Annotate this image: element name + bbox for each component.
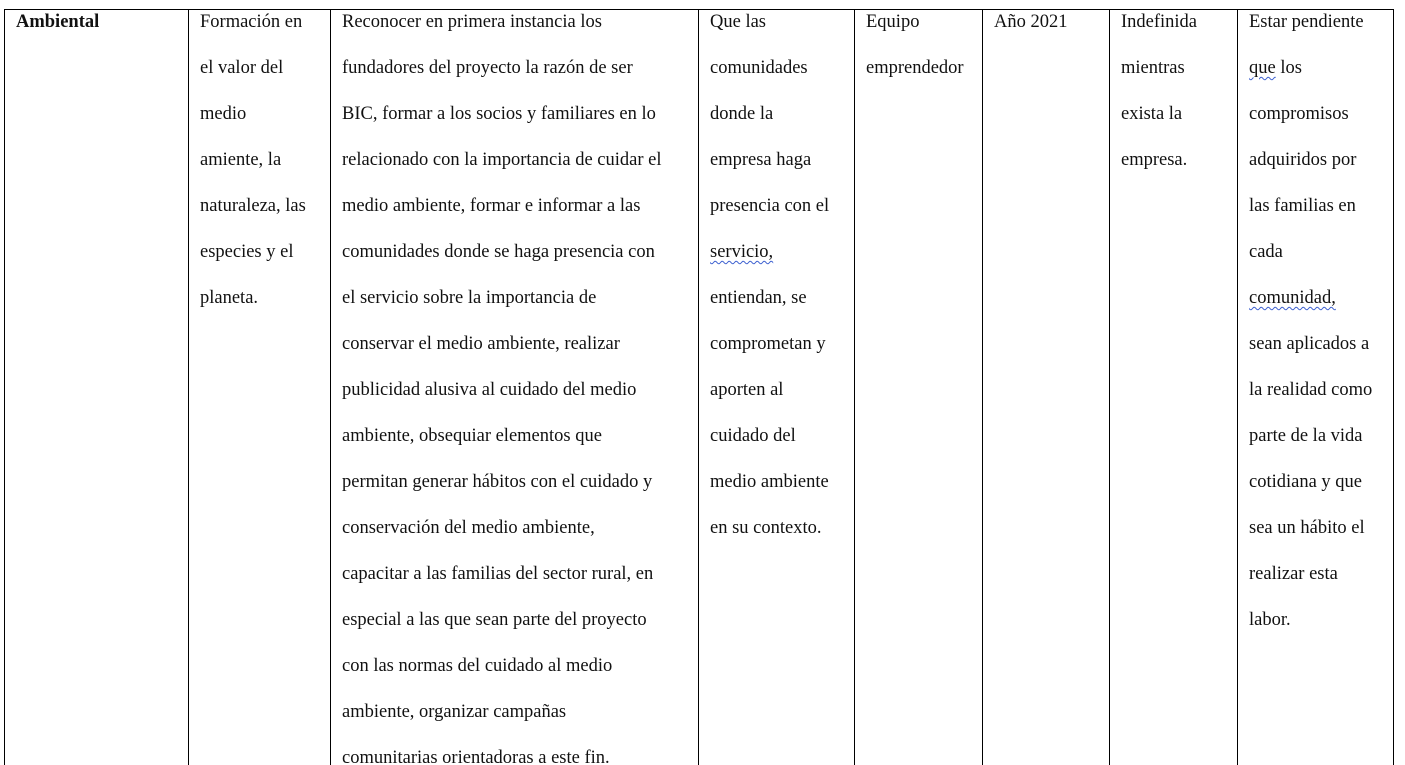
objective-line: amiente, la [200,150,282,170]
actions-line: fundadores del proyecto la razón de ser [342,58,633,78]
column-border [1237,9,1238,765]
follow-up-line: adquiridos por [1249,150,1357,170]
follow-up-word: los [1280,58,1302,78]
cell-goal [710,9,852,765]
column-border [1109,9,1110,765]
goal-line: comprometan y [710,334,826,354]
actions-line: con las normas del cuidado al medio [342,656,613,676]
responsible-line: emprendedor [866,58,964,78]
column-border [982,9,983,765]
actions-line: publicidad alusiva al cuidado del medio [342,380,637,400]
column-border [330,9,331,765]
column-border [188,9,189,765]
cell-start [994,9,1107,765]
follow-up-line: sean aplicados a [1249,334,1370,354]
spellcheck-underlined-word: que [1249,58,1276,78]
cell-follow-up [1249,9,1391,765]
follow-up-line: labor. [1249,610,1291,630]
objective-line: el valor del [200,58,284,78]
goal-line [710,241,852,287]
follow-up-line: la realidad como [1249,380,1373,400]
actions-line: medio ambiente, formar e informar a las [342,196,641,216]
goal-line: aporten al [710,380,784,400]
goal-line: cuidado del [710,426,796,446]
follow-up-line: las familias en [1249,196,1356,216]
goal-line: medio ambiente [710,472,829,492]
follow-up-line: realizar esta [1249,564,1338,584]
responsible-line: Equipo [866,12,920,32]
goal-line: donde la [710,104,774,124]
start-line: Año 2021 [994,12,1068,32]
actions-line: Reconocer en primera instancia los [342,12,602,32]
follow-up-line [1249,57,1391,103]
follow-up-line: cada [1249,242,1283,262]
cell-objective [200,9,328,765]
goal-line: Que las [710,12,766,32]
cell-dimension [16,9,186,765]
actions-line: relacionado con la importancia de cuidar el [342,150,662,170]
actions-line: conservar el medio ambiente, realizar [342,334,620,354]
actions-line: especial a las que sean parte del proyecto [342,610,647,630]
dimension-label: Ambiental [16,12,100,32]
actions-line: el servicio sobre la importancia de [342,288,597,308]
cell-responsible [866,9,980,765]
duration-line: Indefinida [1121,12,1198,32]
actions-line: BIC, formar a los socios y familiares en lo [342,104,656,124]
actions-line: capacitar a las familias del sector rural, en [342,564,654,584]
column-border [698,9,699,765]
goal-line: en su contexto. [710,518,822,538]
objective-line: especies y el [200,242,294,262]
spellcheck-underlined-word: servicio, [710,242,774,262]
actions-line: conservación del medio ambiente, [342,518,595,538]
follow-up-line: parte de la vida [1249,426,1363,446]
spellcheck-underlined-word: comunidad, [1249,288,1336,308]
duration-line: empresa. [1121,150,1188,170]
column-border [854,9,855,765]
duration-line: mientras [1121,58,1185,78]
actions-line: ambiente, obsequiar elementos que [342,426,602,446]
actions-line: permitan generar hábitos con el cuidado y [342,472,653,492]
duration-line: exista la [1121,104,1183,124]
actions-line: ambiente, organizar campañas [342,702,567,722]
follow-up-line: cotidiana y que [1249,472,1363,492]
objective-line: Formación en [200,12,303,32]
goal-line: entiendan, se [710,288,807,308]
column-border [1393,9,1394,765]
follow-up-line: sea un hábito el [1249,518,1365,538]
goal-line: comunidades [710,58,808,78]
actions-line: comunitarias orientadoras a este fin. [342,748,610,765]
goal-line: empresa haga [710,150,812,170]
goal-line: presencia con el [710,196,830,216]
follow-up-line: Estar pendiente [1249,12,1364,32]
objective-line: medio [200,104,247,124]
actions-line: comunidades donde se haga presencia con [342,242,655,262]
column-border [4,9,5,765]
objective-line: planeta. [200,288,259,308]
follow-up-line [1249,287,1391,333]
cell-duration [1121,9,1235,765]
follow-up-line: compromisos [1249,104,1349,124]
cell-actions [342,9,696,765]
objective-line: naturaleza, las [200,196,306,216]
